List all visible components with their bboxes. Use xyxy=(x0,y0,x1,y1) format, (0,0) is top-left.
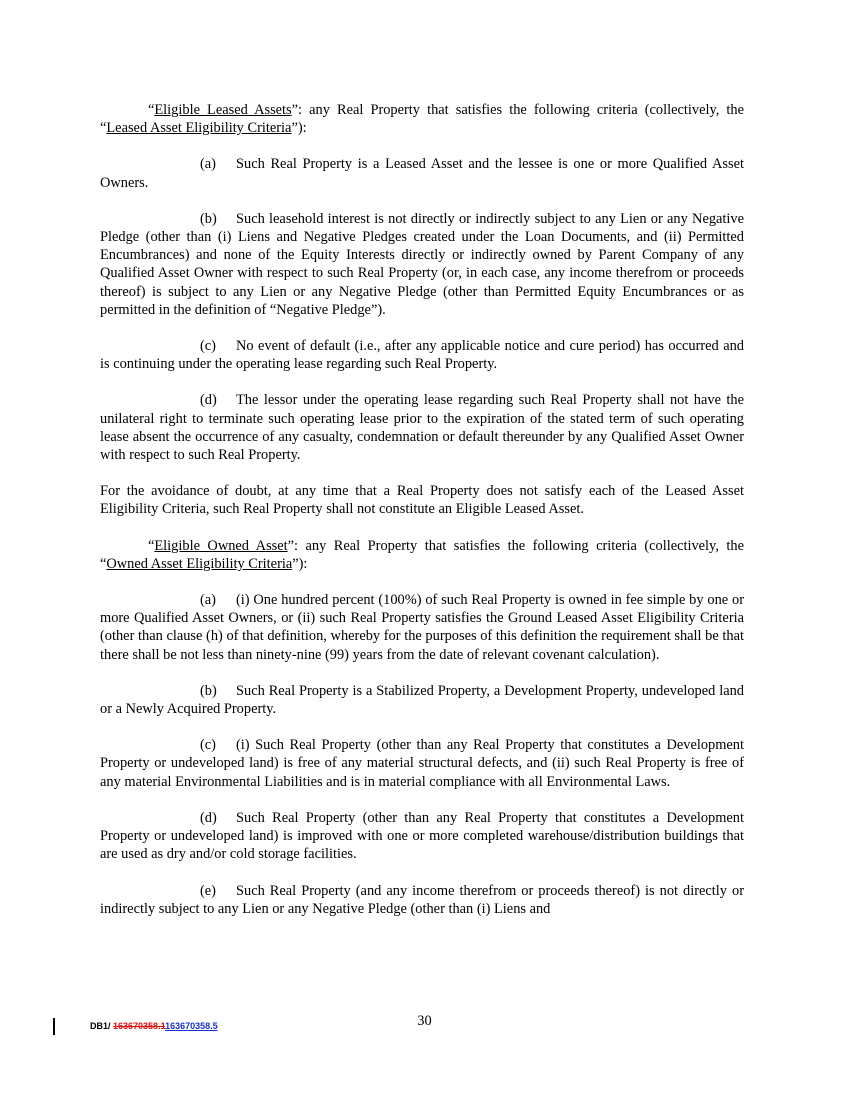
defined-term: Eligible Owned Asset xyxy=(154,537,288,554)
clause xyxy=(100,682,744,718)
clause xyxy=(100,591,744,664)
clause-text: (i) One hundred percent (100%) of such Real Property is owned in fee simple by one or more Qualified Asset Owners, or (ii) such Real Property satisfies the Ground Leased Asset Eligibility Criteria (other than clause (h) of that definition, whereby for the purposes of this definition the requirement shall be that there shall be not less than ninety-nine (99) years from the date of relevant covenant calculation). xyxy=(100,592,744,663)
clause xyxy=(100,736,744,791)
clause-text: Such Real Property is a Stabilized Property, a Development Property, undeveloped land or a Newly Acquired Property. xyxy=(100,682,744,718)
defined-term: Eligible Leased Assets xyxy=(154,102,292,118)
clause-marker: (e) xyxy=(200,882,216,899)
clause-marker: (b) xyxy=(200,682,217,699)
clause-text: No event of default (i.e., after any applicable notice and cure period) has occurred and is continuing under the operating lease regarding such Real Property. xyxy=(100,338,744,373)
open-quote: “ xyxy=(148,537,155,554)
clause xyxy=(100,210,744,319)
document-body xyxy=(100,101,744,936)
clause-text: The lessor under the operating lease regarding such Real Property shall not have the unilateral right to terminate such operating lease prior to the expiration of the stated term of such operating lease absent the occurrence of any casualty, condemnation or default thereunder by any Qualified Asset Owner with respect to such Real Property. xyxy=(100,392,744,464)
clause-text: Such Real Property is a Leased Asset and the lessee is one or more Qualified Asset Owners. xyxy=(100,156,744,191)
definition-lead-end: ”): xyxy=(291,120,307,137)
clause-marker: (a) xyxy=(200,156,216,173)
clause-marker: (a) xyxy=(200,592,216,609)
clause-marker: (d) xyxy=(200,809,217,826)
definition-eligible-owned-asset xyxy=(100,537,744,573)
definition-lead-text: ”: any Real Property that satisfies the following criteria (collectively, the “ xyxy=(100,102,744,137)
clause-text: Such Real Property (and any income therefrom or proceeds thereof) is not directly or indirectly subject to any Lien or any Negative Pledge (other than (i) Liens and xyxy=(100,882,744,917)
criteria-term: Leased Asset Eligibility Criteria xyxy=(106,120,292,137)
clause xyxy=(100,809,744,864)
doc-id-prefix: DB1/ xyxy=(90,1021,114,1031)
clause-text: (i) Such Real Property (other than any Real Property that constitutes a Development Property or undeveloped land) is free of any material structural defects, and (ii) such Real Property is free of any material Environmental Liabilities and is in material compliance with all Environmental Laws. xyxy=(100,737,744,790)
clause-text: Such Real Property (other than any Real Property that constitutes a Development Property or undeveloped land) is improved with one or more completed warehouse/distribution buildings that are used as dry and/or cold storage facilities. xyxy=(100,809,744,863)
page-number: 30 xyxy=(417,1013,432,1029)
clause xyxy=(100,882,744,918)
open-quote: “ xyxy=(148,102,155,118)
definition-lead-end: ”): xyxy=(292,555,308,572)
clause-marker: (b) xyxy=(200,210,217,227)
clause-marker: (d) xyxy=(200,392,217,409)
deleted-doc-id: 163670358.1 xyxy=(113,1021,166,1031)
definition-lead-text: ”: any Real Property that satisfies the following criteria (collectively, the “ xyxy=(100,537,744,572)
clause xyxy=(100,337,744,373)
clause xyxy=(100,155,744,191)
criteria-term: Owned Asset Eligibility Criteria xyxy=(106,555,293,572)
clause-text: Such leasehold interest is not directly or indirectly subject to any Lien or any Negative Pledge (other than (i) Liens and Negative Pledges created under the Loan Documents, and (ii) Permitted Encumbrances) and none of the Equity Interests directly or indirectly owned by Parent Company of any Qualified Asset Owner with respect to such Real Property (or, in each case, any income therefrom or proceeds thereof) is subject to any Lien or any Negative Pledge (other than Permitted Equity Encumbrances or as permitted in the definition of “Negative Pledge”). xyxy=(100,210,744,318)
avoidance-of-doubt-paragraph: For the avoidance of doubt, at any time that a Real Property does not satisfy each of the Leased Asset Eligibility Criteria, such Real Property shall not constitute an Eligible Leased Asset. xyxy=(100,483,744,518)
clause-marker: (c) xyxy=(200,338,216,355)
inserted-doc-id: 163670358.5 xyxy=(165,1021,218,1031)
clause-marker: (c) xyxy=(200,737,216,754)
definition-eligible-leased-assets xyxy=(100,101,744,137)
clause xyxy=(100,391,744,464)
